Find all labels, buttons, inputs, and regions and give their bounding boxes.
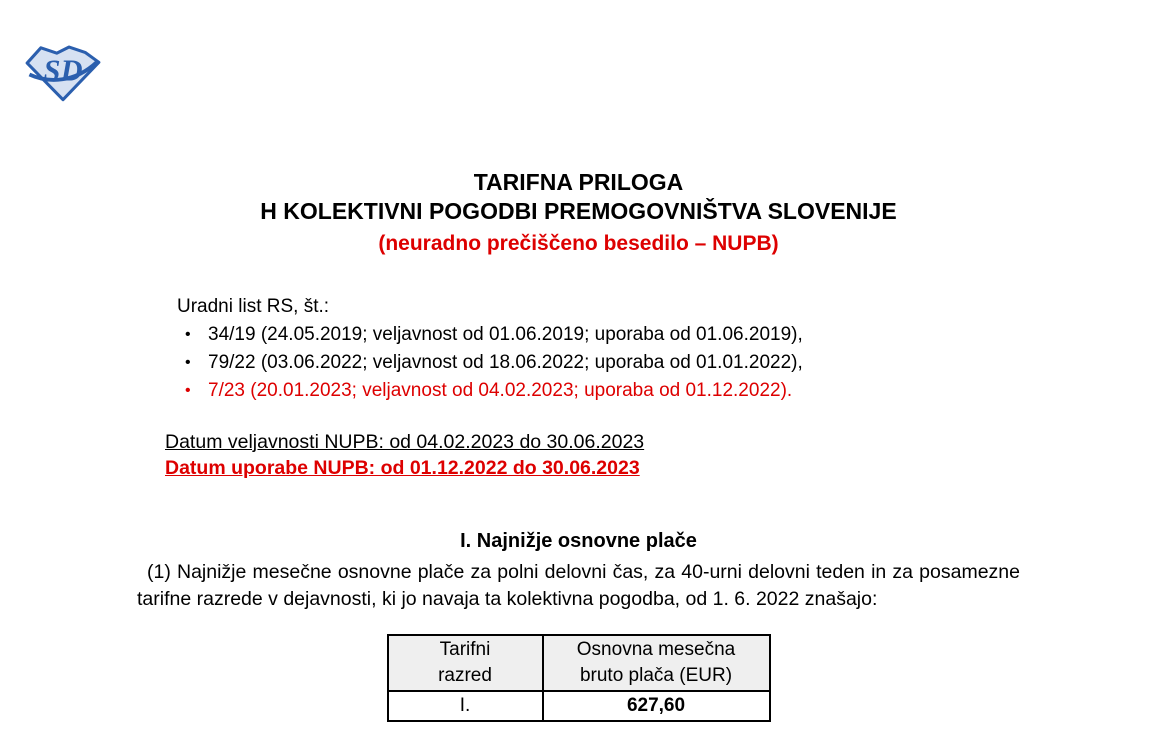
usage-date-line: Datum uporabe NUPB: od 01.12.2022 do 30.06.2023	[165, 457, 640, 479]
gazette-heading: Uradni list RS, št.:	[177, 296, 330, 317]
sd-shield-logo	[24, 44, 102, 102]
bullet-icon: •	[185, 326, 191, 343]
section-paragraph: (1) Najnižje mesečne osnovne plače za polni delovni čas, za 40-urni delovni teden in za posamezne tarifne razrede v dejavnosti, ki jo navaja ta kolektivna pogodba, od 1. 6. 2022 znašajo:	[137, 561, 1020, 610]
title-block	[137, 168, 1020, 257]
tarifni-razred-cell: I.	[388, 691, 543, 721]
gazette-section	[137, 293, 1020, 405]
column-header-bruto-placa	[543, 635, 770, 691]
title-subtitle: (neuradno prečiščeno besedilo – NUPB)	[378, 232, 779, 255]
validity-section	[137, 429, 1020, 481]
gazette-item-1	[177, 321, 1020, 349]
bullet-icon: •	[185, 382, 191, 399]
header-line: bruto plača (EUR)	[579, 665, 733, 686]
gazette-item-2	[177, 349, 1020, 377]
table-header-row	[388, 635, 770, 691]
section-heading: I. Najnižje osnovne plače	[460, 530, 697, 552]
gazette-item-2-text: 79/22 (03.06.2022; veljavnost od 18.06.2022; uporaba od 01.01.2022),	[208, 352, 803, 373]
bruto-placa-cell: 627,60	[543, 691, 770, 721]
salary-table	[387, 634, 771, 722]
column-header-tarifni-razred	[388, 635, 543, 691]
gazette-item-1-text: 34/19 (24.05.2019; veljavnost od 01.06.2019; uporaba od 01.06.2019),	[208, 324, 803, 345]
logo-letters: SD	[43, 53, 83, 88]
table-row	[388, 691, 770, 721]
gazette-item-3	[177, 377, 1020, 405]
header-line: Osnovna mesečna	[576, 639, 736, 660]
title-line-2: H KOLEKTIVNI POGODBI PREMOGOVNIŠTVA SLOVENIJE	[260, 198, 897, 224]
header-line: razred	[438, 665, 492, 686]
document-content	[137, 168, 1020, 722]
validity-date-line: Datum veljavnosti NUPB: od 04.02.2023 do 30.06.2023	[165, 431, 645, 453]
title-line-1: TARIFNA PRILOGA	[473, 169, 684, 195]
header-line: Tarifni	[439, 639, 491, 660]
gazette-item-3-text: 7/23 (20.01.2023; veljavnost od 04.02.2023; uporaba od 01.12.2022).	[208, 380, 793, 401]
bullet-icon: •	[185, 354, 191, 371]
